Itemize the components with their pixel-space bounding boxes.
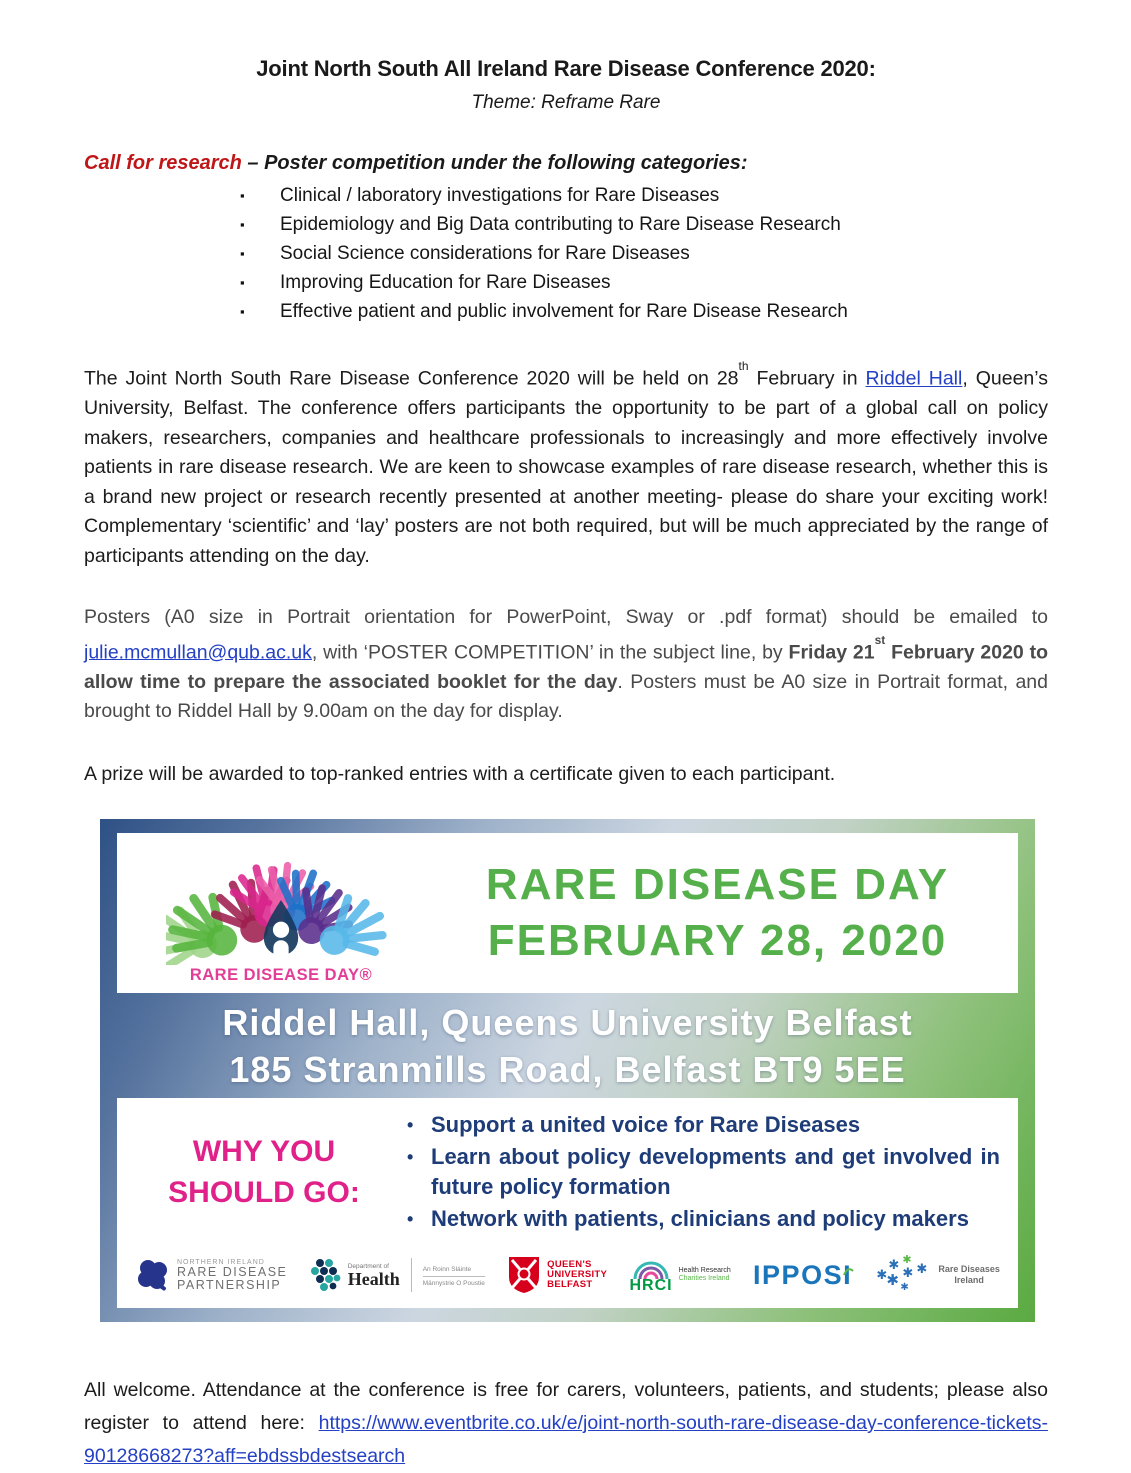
logo-hrci bbox=[629, 1257, 730, 1293]
star-people-icon: ✱ ✱ ✱ ✱ ✱ ✱ ✱ bbox=[876, 1254, 928, 1293]
logo-queens-university-belfast bbox=[507, 1255, 607, 1295]
category-text: Social Science considerations for Rare Diseases bbox=[280, 243, 690, 264]
ordinal-superscript: th bbox=[738, 359, 749, 373]
list-item bbox=[240, 268, 1048, 297]
square-bullet-icon: ▪ bbox=[240, 304, 245, 319]
logo-rare-diseases-ireland bbox=[874, 1254, 1000, 1296]
clover-icon bbox=[135, 1257, 171, 1293]
paragraph-text: February in bbox=[748, 367, 866, 390]
paragraph-prize: A prize will be awarded to top-ranked entries with a certificate given to each participant. bbox=[84, 762, 836, 785]
dot-bullet-icon: • bbox=[407, 1147, 414, 1167]
paragraph-poster-submission bbox=[84, 603, 1048, 727]
why-bullet-list bbox=[393, 1108, 1000, 1236]
square-bullet-icon: ▪ bbox=[240, 188, 245, 203]
ipposi-wordmark bbox=[753, 1259, 853, 1290]
category-text: Effective patient and public involvement for Rare Disease Research bbox=[280, 301, 848, 322]
logo-text: PARTNERSHIP bbox=[177, 1277, 282, 1292]
category-text: Improving Education for Rare Diseases bbox=[280, 272, 611, 293]
flyer-title-line2: FEBRUARY 28, 2020 bbox=[487, 916, 948, 965]
divider bbox=[411, 1258, 412, 1292]
ordinal-superscript: st bbox=[874, 632, 886, 647]
dot-bullet-icon: • bbox=[407, 1209, 414, 1229]
list-item bbox=[401, 1110, 1000, 1140]
paragraph-text: . Posters must be A0 size in Portrait format, and brought to Riddel Hall by 9.00am on the day for display. bbox=[84, 670, 1048, 722]
square-bullet-icon: ▪ bbox=[240, 275, 245, 290]
why-line1: WHY YOU bbox=[192, 1135, 336, 1168]
logo-text: Ireland bbox=[954, 1275, 984, 1285]
list-item bbox=[401, 1204, 1000, 1234]
list-item bbox=[240, 297, 1048, 326]
eventbrite-registration-link[interactable]: https://www.eventbrite.co.uk/e/joint-north-south-rare-disease-day-conference-tickets-90128668273?aff=ebdssbdestsearch bbox=[84, 1412, 1048, 1467]
paragraph-text: Posters (A0 size in Portrait orientation for PowerPoint, Sway or .pdf format) should be emailed to bbox=[84, 606, 1048, 628]
flyer-title-line1: RARE DISEASE DAY bbox=[485, 860, 950, 909]
logo-ni-rare-disease-partnership bbox=[135, 1257, 287, 1293]
logo-text: Department of bbox=[347, 1262, 389, 1270]
call-for-research-heading bbox=[84, 152, 1048, 175]
rare-disease-day-flyer bbox=[100, 819, 1035, 1322]
logo-text: HRCI bbox=[629, 1277, 673, 1294]
logo-text: UNIVERSITY bbox=[547, 1269, 608, 1280]
why-you-should-go-section bbox=[135, 1108, 1000, 1236]
sprout-icon bbox=[842, 1254, 854, 1281]
paragraph-conference-details bbox=[84, 359, 1048, 571]
page-title: Joint North South All Ireland Rare Disease Conference 2020: bbox=[256, 56, 876, 81]
category-text: Clinical / laboratory investigations for Rare Diseases bbox=[280, 185, 720, 206]
address-line2: 185 Stranmills Road, Belfast BT9 5EE bbox=[229, 1049, 906, 1090]
list-item bbox=[240, 181, 1048, 210]
qub-shield-icon bbox=[507, 1255, 541, 1295]
category-text: Epidemiology and Big Data contributing to Rare Disease Research bbox=[280, 214, 841, 235]
page-subtitle: Theme: Reframe Rare bbox=[471, 92, 661, 113]
logo-text: QUEEN'S bbox=[547, 1259, 592, 1270]
logo-text: Rare Diseases bbox=[938, 1264, 1000, 1274]
health-dots-icon bbox=[310, 1257, 342, 1293]
why-line2: SHOULD GO: bbox=[168, 1176, 360, 1209]
logo-text: Männystrie O Poustie bbox=[423, 1276, 485, 1288]
flyer-bottom-panel bbox=[117, 1098, 1018, 1308]
logo-text: RARE DISEASE bbox=[177, 1264, 288, 1279]
square-bullet-icon: ▪ bbox=[240, 246, 245, 261]
category-bullet-list bbox=[240, 181, 1048, 326]
paragraph-text: , with ‘POSTER COMPETITION’ in the subject line, by bbox=[311, 641, 789, 663]
call-for-research-lead: Call for research bbox=[84, 152, 242, 174]
hrci-arcs-icon bbox=[631, 1257, 671, 1279]
hands-logo-icon bbox=[166, 841, 396, 965]
why-you-should-go-heading bbox=[135, 1131, 393, 1213]
email-link[interactable]: julie.mcmullan@qub.ac.uk bbox=[84, 641, 312, 663]
logo-text: An Roinn Sláinte bbox=[422, 1265, 472, 1273]
flyer-title bbox=[431, 857, 1004, 969]
logo-text: IPPOSI bbox=[753, 1259, 853, 1290]
dot-bullet-icon: • bbox=[407, 1115, 414, 1135]
square-bullet-icon: ▪ bbox=[240, 217, 245, 232]
flyer-address-band bbox=[117, 993, 1018, 1098]
logo-text: BELFAST bbox=[547, 1279, 593, 1290]
why-bullet-text: Network with patients, clinicians and policy makers bbox=[431, 1206, 969, 1231]
logo-text: Health bbox=[347, 1268, 400, 1289]
partner-logos-row bbox=[135, 1250, 1000, 1300]
logo-department-of-health bbox=[310, 1257, 485, 1293]
paragraph-text: All welcome. Attendance at the conference is free for carers, volunteers, patients, and students; please also register to attend here: bbox=[84, 1379, 1048, 1434]
logo-text: NORTHERN IRELAND bbox=[177, 1258, 265, 1266]
logo-ipposi bbox=[753, 1259, 853, 1290]
deadline-bold-text: Friday 21 bbox=[788, 641, 875, 663]
address-line1: Riddel Hall, Queens University Belfast bbox=[222, 1002, 913, 1043]
rare-disease-day-logo bbox=[131, 841, 431, 985]
list-item bbox=[240, 210, 1048, 239]
paragraph-text: The Joint North South Rare Disease Conference 2020 will be held on 28 bbox=[84, 367, 739, 390]
flyer-header-panel bbox=[117, 833, 1018, 993]
why-bullet-text: Learn about policy developments and get involved in future policy formation bbox=[431, 1144, 1000, 1199]
call-for-research-rest: – Poster competition under the following categories: bbox=[241, 152, 748, 174]
paragraph-text: , Queen’s University, Belfast. The conference offers participants the opportunity to be part of a global call on policy makers, researchers, companies and healthcare professionals to increasingly and more effectively involve patients in rare disease research. We are keen to showcase examples of rare disease research, whether this is a brand new project or research recently presented at another meeting- please do share your exciting work! Complementary ‘scientific’ and ‘lay’ posters are not both required, but will be much appreciated by the range of participants attending on the day. bbox=[84, 367, 1048, 567]
list-item bbox=[401, 1142, 1000, 1202]
list-item bbox=[240, 239, 1048, 268]
deadline-bold-text: February 2020 to allow time to prepare the associated booklet for the day bbox=[84, 641, 1049, 693]
riddel-hall-link[interactable]: Riddel Hall bbox=[865, 367, 963, 390]
logo-text: Charities Ireland bbox=[678, 1275, 730, 1282]
paragraph-registration bbox=[84, 1374, 1048, 1473]
rare-disease-day-wordmark: RARE DISEASE DAY® bbox=[189, 966, 373, 984]
logo-text: Health Research bbox=[678, 1267, 731, 1274]
why-bullet-text: Support a united voice for Rare Diseases bbox=[431, 1112, 861, 1137]
